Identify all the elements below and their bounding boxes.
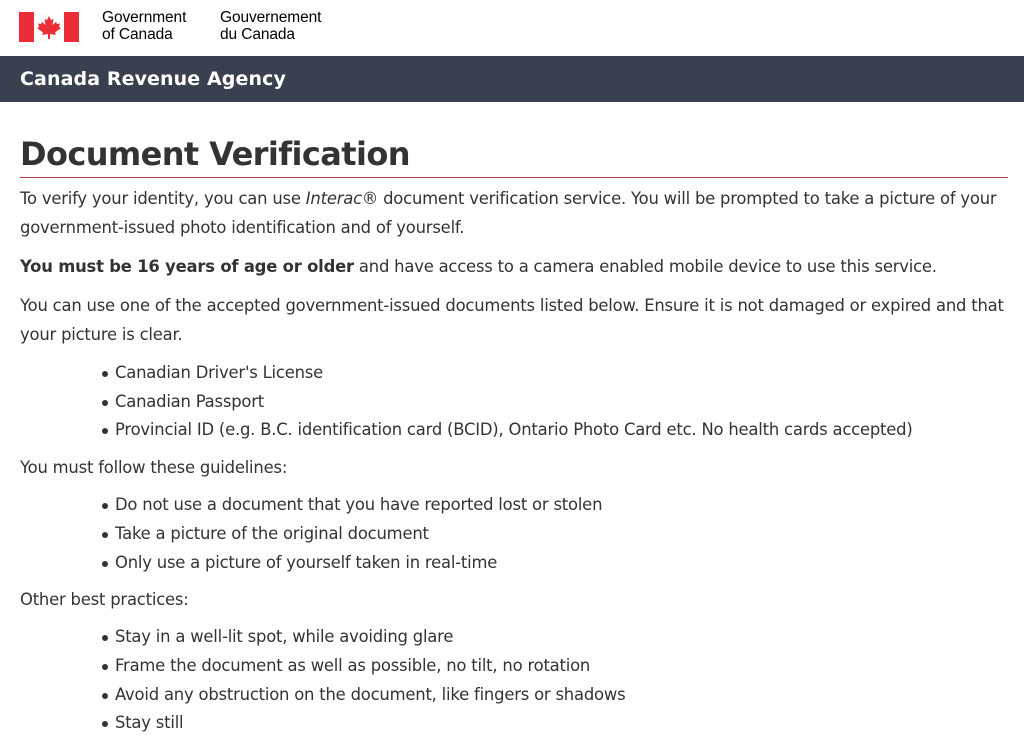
list-item: Take a picture of the original document bbox=[115, 520, 1008, 549]
wordmark-fr-line2: du Canada bbox=[220, 25, 295, 43]
intro-text-end: ® document verification service. You will be prompted to take a picture of your government-issued photo identification and of yourself. bbox=[20, 189, 997, 237]
interac-brand: Interac bbox=[305, 189, 362, 208]
list-item: Only use a picture of yourself taken in real-time bbox=[115, 549, 1008, 578]
agency-name[interactable]: Canada Revenue Agency bbox=[20, 68, 286, 90]
age-requirement-bold: You must be 16 years of age or older bbox=[20, 257, 354, 276]
gouvernement-du-canada-wordmark bbox=[220, 10, 321, 43]
list-item: Canadian Driver's License bbox=[115, 359, 1008, 388]
list-item: Frame the document as well as possible, no tilt, no rotation bbox=[115, 652, 1008, 681]
main-content bbox=[0, 135, 1024, 738]
intro-paragraph bbox=[20, 184, 1008, 242]
accepted-documents-list bbox=[20, 359, 1008, 445]
documents-intro: You can use one of the accepted government-issued documents listed below. Ensure it is not damaged or expired and that your picture is clear. bbox=[20, 296, 1004, 344]
best-practices-list bbox=[20, 623, 1008, 738]
page-title: Document Verification bbox=[20, 135, 1008, 178]
guidelines-intro: You must follow these guidelines: bbox=[20, 458, 288, 478]
guidelines-list bbox=[20, 491, 1008, 577]
government-header bbox=[0, 0, 1024, 56]
list-item: Provincial ID (e.g. B.C. identification card (BCID), Ontario Photo Card etc. No health cards accepted) bbox=[115, 416, 1008, 445]
wordmark-fr-line1: Gouvernement bbox=[220, 9, 322, 26]
list-item: Avoid any obstruction on the document, like fingers or shadows bbox=[115, 681, 1008, 710]
best-practices-intro: Other best practices: bbox=[20, 590, 189, 610]
intro-text-start: To verify your identity, you can use bbox=[20, 189, 306, 208]
list-item: Canadian Passport bbox=[115, 388, 1008, 417]
wordmark-en-line2: of Canada bbox=[102, 25, 173, 43]
list-item: Do not use a document that you have reported lost or stolen bbox=[115, 491, 1008, 520]
age-requirement-paragraph bbox=[20, 252, 1008, 281]
government-of-canada-wordmark bbox=[102, 10, 186, 43]
wordmark-en-line1: Government bbox=[102, 9, 187, 26]
list-item: Stay still bbox=[115, 709, 1008, 738]
age-requirement-rest: and have access to a camera enabled mobile device to use this service. bbox=[353, 257, 937, 276]
agency-bar bbox=[0, 56, 1024, 102]
canada-flag-icon bbox=[19, 12, 79, 42]
list-item: Stay in a well-lit spot, while avoiding glare bbox=[115, 623, 1008, 652]
